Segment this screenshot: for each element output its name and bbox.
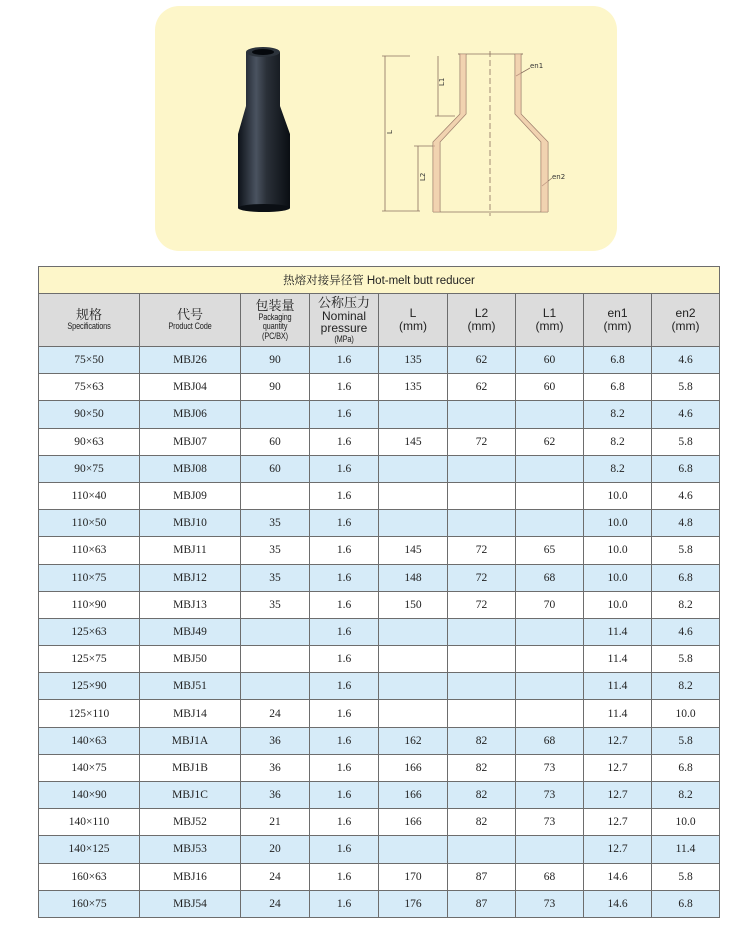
table-cell: 11.4	[584, 646, 652, 673]
table-cell: MBJ06	[140, 401, 241, 428]
table-cell: 73	[516, 809, 584, 836]
table-cell: 20	[241, 836, 310, 863]
table-cell: 21	[241, 809, 310, 836]
table-cell: MBJ08	[140, 455, 241, 482]
table-cell: 6.8	[652, 455, 720, 482]
table-cell	[516, 836, 584, 863]
table-cell: 35	[241, 510, 310, 537]
table-cell: 162	[379, 727, 448, 754]
table-cell: 8.2	[584, 401, 652, 428]
table-cell: 150	[379, 591, 448, 618]
table-cell: 1.6	[310, 455, 379, 482]
table-cell	[516, 700, 584, 727]
table-cell	[379, 673, 448, 700]
table-cell: 35	[241, 591, 310, 618]
table-cell: 148	[379, 564, 448, 591]
table-cell: 140×125	[39, 836, 140, 863]
table-cell: MBJ10	[140, 510, 241, 537]
table-cell: 60	[516, 347, 584, 374]
table-cell: 5.8	[652, 727, 720, 754]
table-cell: 10.0	[584, 482, 652, 509]
table-row	[39, 537, 720, 564]
table-cell	[516, 646, 584, 673]
table-cell: MBJ04	[140, 374, 241, 401]
table-cell: 1.6	[310, 482, 379, 509]
table-cell: 1.6	[310, 646, 379, 673]
table-cell: 72	[448, 428, 516, 455]
table-cell	[379, 618, 448, 645]
table-cell: 176	[379, 890, 448, 917]
table-cell: 62	[448, 374, 516, 401]
table-cell: 11.4	[584, 673, 652, 700]
table-cell: MBJ52	[140, 809, 241, 836]
table-row	[39, 700, 720, 727]
table-cell: 5.8	[652, 863, 720, 890]
table-cell: 1.6	[310, 401, 379, 428]
table-cell: 140×75	[39, 754, 140, 781]
table-cell: 10.0	[584, 510, 652, 537]
label-L1: L1	[438, 77, 446, 86]
table-cell: 62	[516, 428, 584, 455]
table-cell: 12.7	[584, 836, 652, 863]
table-cell	[379, 836, 448, 863]
table-body	[39, 347, 720, 918]
header-en2: en2 (mm)	[652, 294, 720, 347]
table-cell: 10.0	[652, 809, 720, 836]
table-cell	[379, 482, 448, 509]
table-cell: 72	[448, 591, 516, 618]
reducer-diagram	[380, 46, 565, 226]
label-en2: en2	[552, 173, 565, 181]
table-cell: 6.8	[652, 890, 720, 917]
table-cell: 4.6	[652, 618, 720, 645]
table-cell: 82	[448, 754, 516, 781]
table-cell: 90×63	[39, 428, 140, 455]
table-cell: 166	[379, 809, 448, 836]
table-row	[39, 809, 720, 836]
table-cell: 62	[448, 347, 516, 374]
table-cell: 1.6	[310, 836, 379, 863]
table-cell: 1.6	[310, 347, 379, 374]
table-cell: 1.6	[310, 374, 379, 401]
table-cell: 4.8	[652, 510, 720, 537]
table-title: 热熔对接异径管 Hot-melt butt reducer	[39, 267, 720, 294]
label-L: L	[386, 130, 394, 134]
table-cell: 68	[516, 727, 584, 754]
table-row	[39, 863, 720, 890]
table-cell: 75×50	[39, 347, 140, 374]
table-cell	[241, 673, 310, 700]
table-cell	[379, 455, 448, 482]
table-cell: 11.4	[584, 700, 652, 727]
header-pack: 包装量 Packaging quantity (PC/BX)	[241, 294, 310, 347]
table-cell: 14.6	[584, 890, 652, 917]
table-row	[39, 618, 720, 645]
table-cell: MBJ07	[140, 428, 241, 455]
table-cell: 36	[241, 782, 310, 809]
table-cell	[379, 401, 448, 428]
table-cell: 10.0	[584, 591, 652, 618]
table-cell: 110×40	[39, 482, 140, 509]
table-cell: 10.0	[584, 564, 652, 591]
table-cell: 90×75	[39, 455, 140, 482]
table-cell: 170	[379, 863, 448, 890]
table-row	[39, 374, 720, 401]
table-cell	[241, 401, 310, 428]
table-cell	[379, 510, 448, 537]
label-en1: en1	[530, 62, 544, 70]
table-cell: 6.8	[652, 564, 720, 591]
table-cell: 140×110	[39, 809, 140, 836]
table-cell: 1.6	[310, 727, 379, 754]
table-cell: 125×75	[39, 646, 140, 673]
table-cell: 87	[448, 890, 516, 917]
header-en1: en1 (mm)	[584, 294, 652, 347]
table-cell: 160×63	[39, 863, 140, 890]
table-cell	[448, 401, 516, 428]
spec-table	[38, 266, 720, 918]
table-cell: MBJ1B	[140, 754, 241, 781]
table-cell: 35	[241, 537, 310, 564]
table-row	[39, 510, 720, 537]
table-cell: 6.8	[584, 374, 652, 401]
table-cell	[516, 618, 584, 645]
table-cell: 110×90	[39, 591, 140, 618]
table-cell	[516, 455, 584, 482]
table-cell: 8.2	[584, 455, 652, 482]
table-cell	[379, 646, 448, 673]
table-row	[39, 890, 720, 917]
table-cell: MBJ14	[140, 700, 241, 727]
table-cell: 12.7	[584, 754, 652, 781]
table-cell: 125×90	[39, 673, 140, 700]
table-cell: 70	[516, 591, 584, 618]
table-cell: 145	[379, 428, 448, 455]
table-cell: MBJ53	[140, 836, 241, 863]
table-cell: 14.6	[584, 863, 652, 890]
table-row	[39, 591, 720, 618]
table-cell: 110×63	[39, 537, 140, 564]
table-cell: 1.6	[310, 564, 379, 591]
table-cell: 1.6	[310, 700, 379, 727]
table-cell: 1.6	[310, 428, 379, 455]
table-cell	[516, 401, 584, 428]
table-cell: 1.6	[310, 618, 379, 645]
table-cell: 73	[516, 782, 584, 809]
table-cell	[448, 700, 516, 727]
table-cell	[448, 646, 516, 673]
table-cell	[241, 618, 310, 645]
table-cell: 68	[516, 863, 584, 890]
table-row	[39, 455, 720, 482]
table-cell: 1.6	[310, 863, 379, 890]
table-cell	[448, 618, 516, 645]
table-cell: 60	[241, 455, 310, 482]
table-row	[39, 482, 720, 509]
table-cell: 5.8	[652, 537, 720, 564]
table-row	[39, 836, 720, 863]
table-cell: 135	[379, 347, 448, 374]
table-row	[39, 754, 720, 781]
table-cell: 65	[516, 537, 584, 564]
table-cell: 6.8	[652, 754, 720, 781]
table-cell	[241, 646, 310, 673]
table-cell: MBJ1A	[140, 727, 241, 754]
table-cell: 11.4	[652, 836, 720, 863]
table-cell: 166	[379, 782, 448, 809]
table-cell: 60	[516, 374, 584, 401]
table-cell: MBJ11	[140, 537, 241, 564]
table-row	[39, 401, 720, 428]
table-cell: 36	[241, 754, 310, 781]
table-cell	[241, 482, 310, 509]
table-cell: MBJ13	[140, 591, 241, 618]
table-cell: 24	[241, 863, 310, 890]
table-cell: 110×75	[39, 564, 140, 591]
table-cell	[516, 673, 584, 700]
table-cell: 8.2	[584, 428, 652, 455]
table-cell: 8.2	[652, 782, 720, 809]
label-L2: L2	[419, 172, 427, 181]
table-cell: 5.8	[652, 374, 720, 401]
table-cell: 10.0	[584, 537, 652, 564]
table-cell: 35	[241, 564, 310, 591]
table-cell: 8.2	[652, 591, 720, 618]
table-cell: 1.6	[310, 591, 379, 618]
table-cell: 125×63	[39, 618, 140, 645]
table-cell: 90×50	[39, 401, 140, 428]
table-cell: 75×63	[39, 374, 140, 401]
table-cell: 1.6	[310, 782, 379, 809]
table-cell: MBJ50	[140, 646, 241, 673]
table-cell: 87	[448, 863, 516, 890]
table-cell	[448, 455, 516, 482]
table-cell: 82	[448, 727, 516, 754]
table-cell: 6.8	[584, 347, 652, 374]
table-cell: 82	[448, 782, 516, 809]
header-code: 代号 Product Code	[140, 294, 241, 347]
header-L1: L1 (mm)	[516, 294, 584, 347]
table-cell: 24	[241, 890, 310, 917]
table-cell: 110×50	[39, 510, 140, 537]
table-cell: 5.8	[652, 646, 720, 673]
header-pressure: 公称压力 Nominal pressure (MPa)	[310, 294, 379, 347]
table-cell: 24	[241, 700, 310, 727]
table-cell: 145	[379, 537, 448, 564]
table-row	[39, 673, 720, 700]
product-image-panel	[155, 6, 617, 251]
table-cell: 73	[516, 890, 584, 917]
table-cell: 4.6	[652, 482, 720, 509]
table-cell: 1.6	[310, 890, 379, 917]
table-row	[39, 564, 720, 591]
table-cell	[516, 510, 584, 537]
table-cell: 90	[241, 374, 310, 401]
table-cell	[448, 673, 516, 700]
table-cell: 135	[379, 374, 448, 401]
table-cell: MBJ1C	[140, 782, 241, 809]
table-cell: 11.4	[584, 618, 652, 645]
table-cell: 4.6	[652, 401, 720, 428]
table-cell: MBJ16	[140, 863, 241, 890]
table-cell: 125×110	[39, 700, 140, 727]
table-cell: 82	[448, 809, 516, 836]
table-cell: 1.6	[310, 754, 379, 781]
table-cell: 140×90	[39, 782, 140, 809]
table-cell: 60	[241, 428, 310, 455]
reducer-photo	[232, 44, 296, 214]
table-cell	[516, 482, 584, 509]
table-cell: 166	[379, 754, 448, 781]
table-cell: 12.7	[584, 782, 652, 809]
table-cell	[448, 836, 516, 863]
table-cell: 140×63	[39, 727, 140, 754]
header-L: L (mm)	[379, 294, 448, 347]
table-cell: 12.7	[584, 809, 652, 836]
table-row	[39, 727, 720, 754]
table-cell: 72	[448, 537, 516, 564]
table-cell: MBJ26	[140, 347, 241, 374]
table-cell: MBJ09	[140, 482, 241, 509]
table-cell: MBJ54	[140, 890, 241, 917]
header-spec: 规格 Specifications	[39, 294, 140, 347]
table-cell: 160×75	[39, 890, 140, 917]
table-cell: 1.6	[310, 809, 379, 836]
table-row	[39, 782, 720, 809]
table-row	[39, 646, 720, 673]
table-cell: 1.6	[310, 673, 379, 700]
table-cell: 1.6	[310, 510, 379, 537]
table-row	[39, 347, 720, 374]
table-cell: 36	[241, 727, 310, 754]
table-cell	[448, 482, 516, 509]
table-cell: MBJ12	[140, 564, 241, 591]
table-row	[39, 428, 720, 455]
table-cell: 5.8	[652, 428, 720, 455]
table-cell	[448, 510, 516, 537]
table-cell	[379, 700, 448, 727]
table-cell: 72	[448, 564, 516, 591]
table-cell: 4.6	[652, 347, 720, 374]
table-cell: 73	[516, 754, 584, 781]
table-cell: 8.2	[652, 673, 720, 700]
table-cell: 68	[516, 564, 584, 591]
table-cell: 1.6	[310, 537, 379, 564]
table-cell: 12.7	[584, 727, 652, 754]
table-cell: 10.0	[652, 700, 720, 727]
table-cell: 90	[241, 347, 310, 374]
table-cell: MBJ51	[140, 673, 241, 700]
header-L2: L2 (mm)	[448, 294, 516, 347]
table-cell: MBJ49	[140, 618, 241, 645]
